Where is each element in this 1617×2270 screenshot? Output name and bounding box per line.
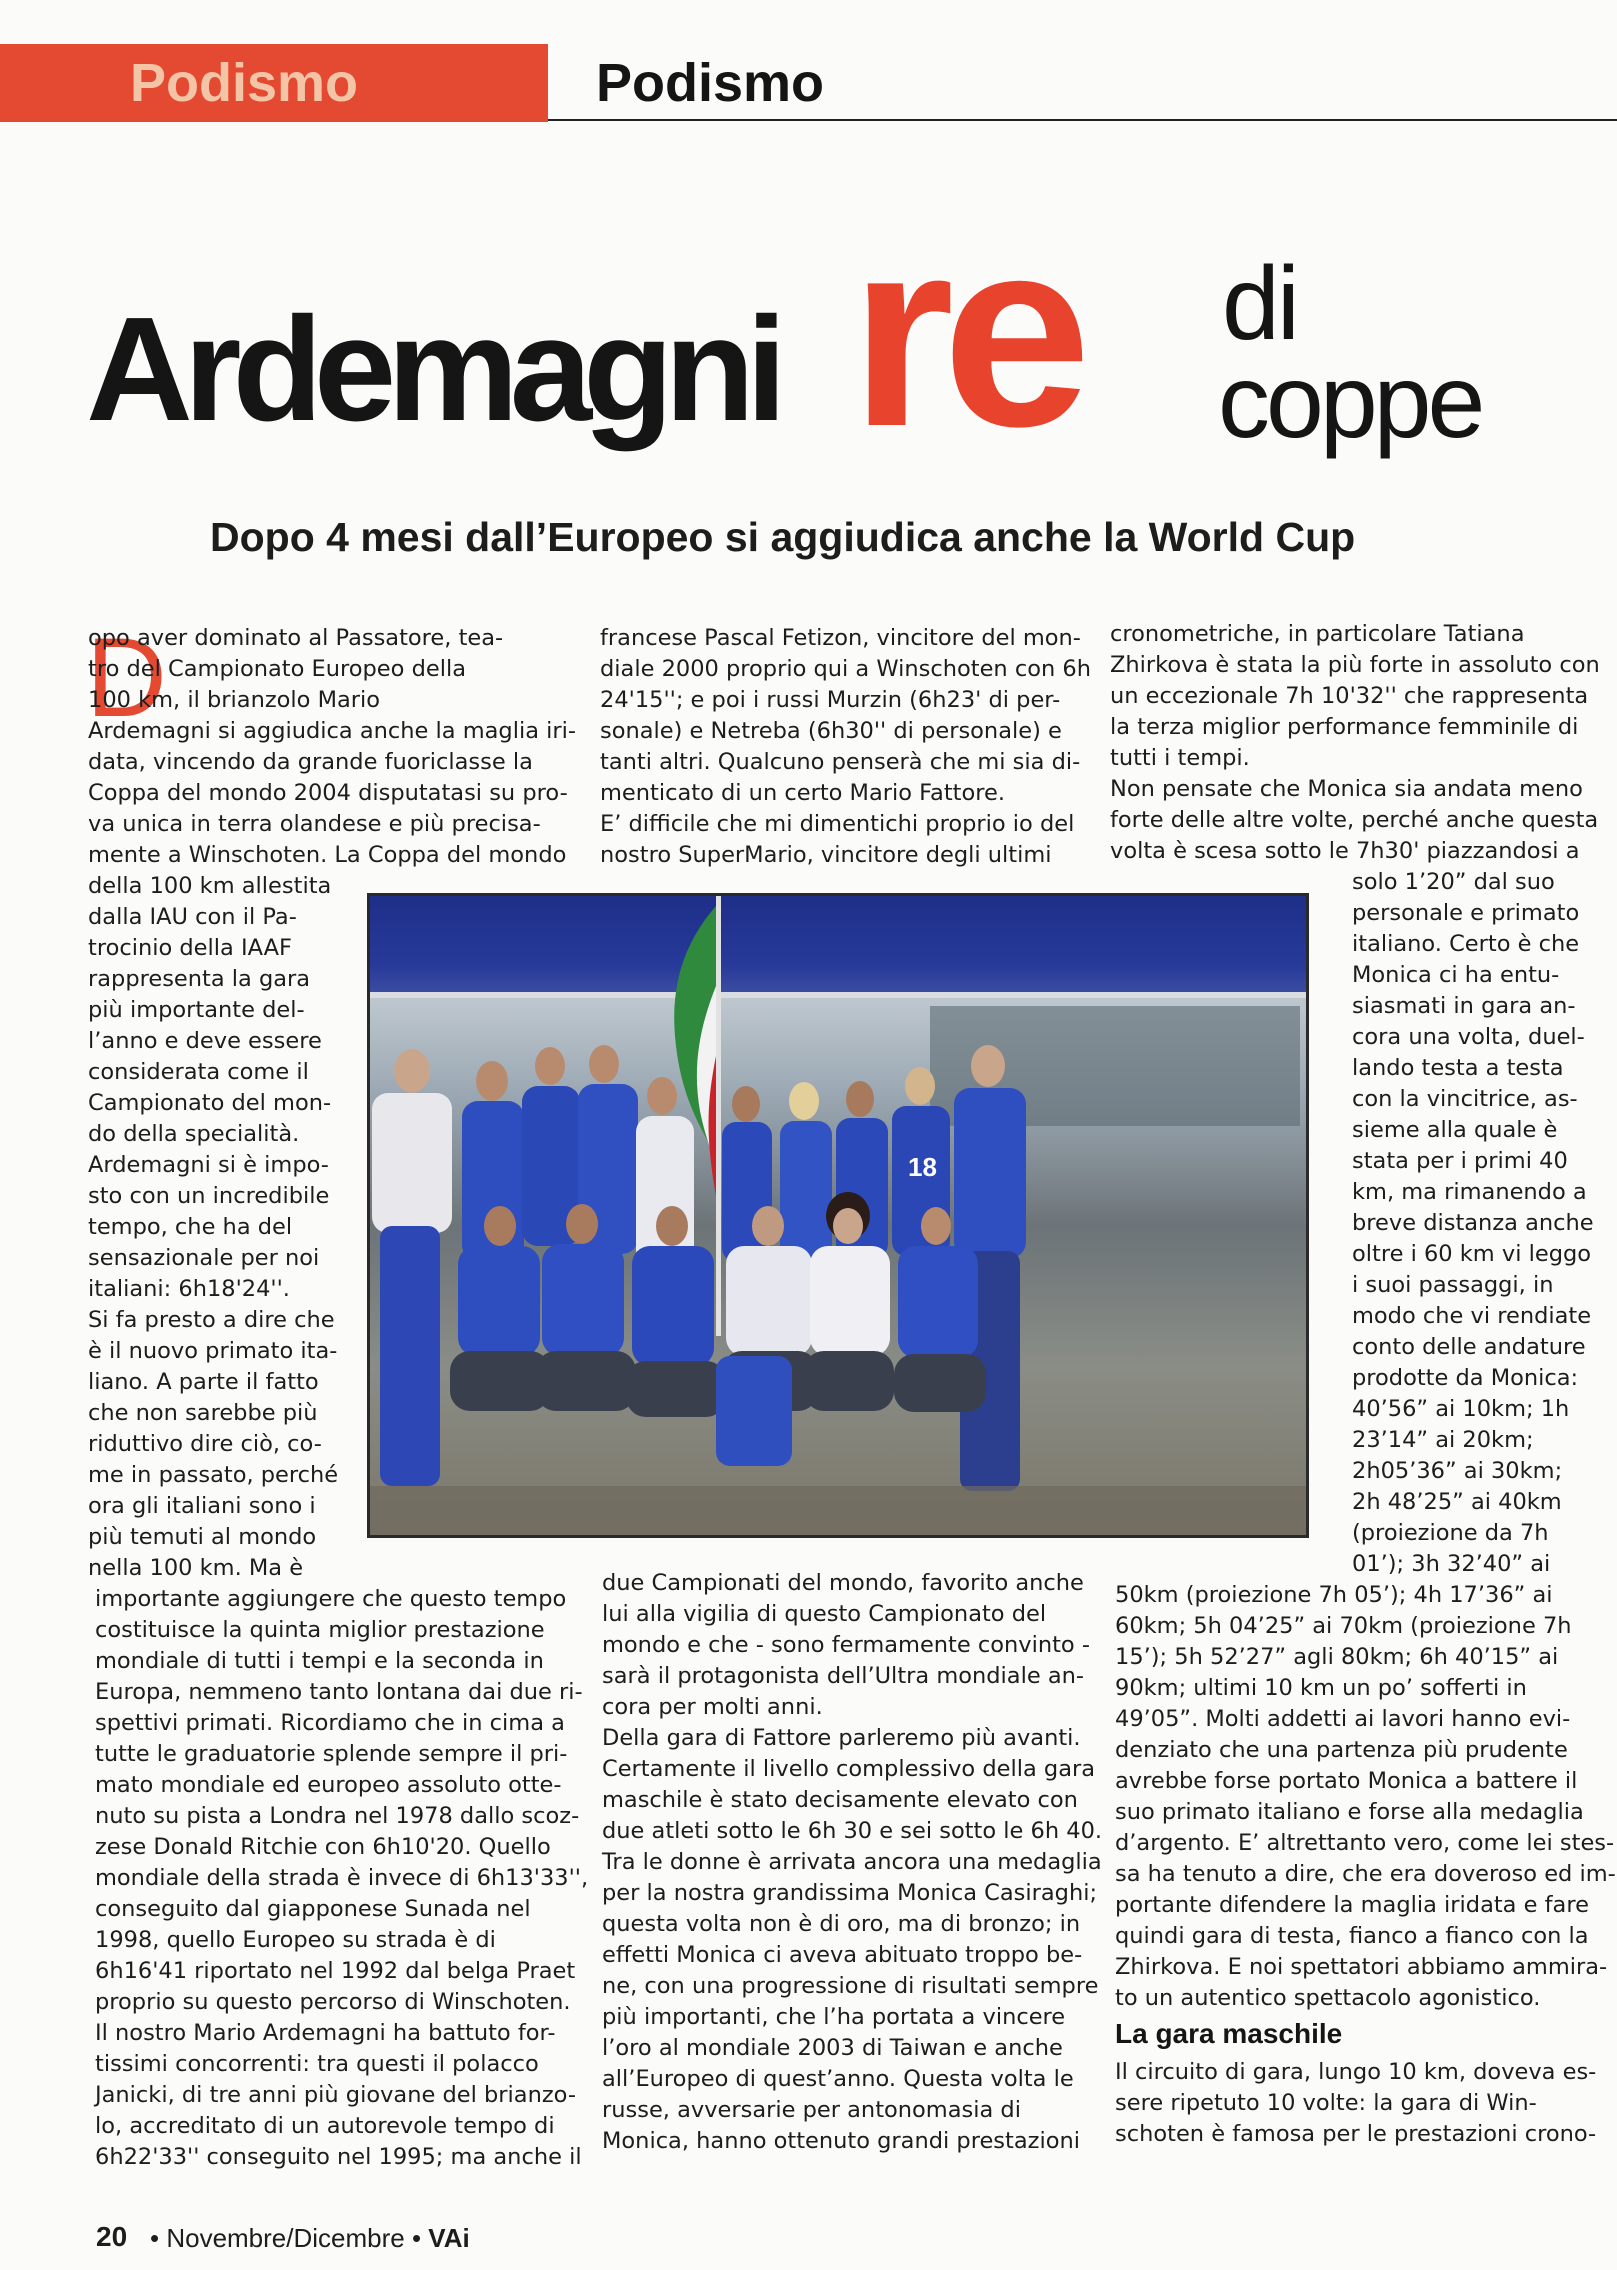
text-line: conseguito dal giapponese Sunada nel — [95, 1896, 531, 1922]
text-line: data, vincendo da grande fuoriclasse la — [88, 749, 533, 775]
text-line: dalla IAU con il Pa- — [88, 904, 297, 930]
text-line: tempo, che ha del — [88, 1214, 293, 1240]
footer-magazine: VAi — [428, 2223, 470, 2253]
text-line: è il nuovo primato ita- — [88, 1338, 338, 1364]
team-photo-illustration — [370, 896, 1306, 1535]
text-line: Ardemagni si è impo- — [88, 1152, 329, 1178]
text-line: diale 2000 proprio qui a Winschoten con 6h — [600, 656, 1091, 682]
col1-text-top — [86, 615, 577, 871]
headline-name: Ardemagni — [86, 287, 779, 452]
ground — [370, 1486, 1306, 1535]
text-line: italiani: 6h18'24''. — [88, 1276, 290, 1302]
col2-text-bottom — [602, 1568, 1103, 2157]
text-line: più temuti al mondo — [88, 1524, 317, 1550]
text-line: sa ha tenuto a dire, che era doveroso ed im- — [1115, 1861, 1616, 1887]
text-line: siasmati in gara an- — [1352, 993, 1576, 1019]
section-label: Podismo — [596, 53, 825, 113]
text-line: nostro SuperMario, vincitore degli ultimi — [600, 842, 1052, 868]
text-line: avrebbe forse portato Monica a battere il — [1115, 1768, 1578, 1794]
drop-cap: D — [86, 615, 167, 740]
text-line: Zhirkova è stata la più forte in assoluto con — [1110, 652, 1600, 678]
text-line: schoten è famosa per le prestazioni crono- — [1115, 2121, 1597, 2147]
text-line: ora gli italiani sono i — [88, 1493, 316, 1519]
footer-issue-label: Novembre/Dicembre — [166, 2223, 405, 2253]
text-line: francese Pascal Fetizon, vincitore del mon- — [600, 625, 1081, 651]
text-line: ne, con una progressione di risultati sempre — [602, 1973, 1099, 1999]
text-line: con la vincitrice, as- — [1352, 1086, 1578, 1112]
text-line: breve distanza anche — [1352, 1210, 1594, 1236]
text-line: due Campionati del mondo, favorito anche — [602, 1570, 1084, 1596]
text-line: Zhirkova. E noi spettatori abbiamo ammira- — [1115, 1954, 1608, 1980]
text-line: nuto su pista a Londra nel 1978 dallo scoz- — [95, 1803, 580, 1829]
col3-text-bottom — [1115, 1580, 1616, 2014]
headline-coppe: coppe — [1218, 344, 1482, 460]
text-line: 60km; 5h 04’25” ai 70km (proiezione 7h — [1115, 1613, 1572, 1639]
text-line: va unica in terra olandese e più precisa- — [88, 811, 541, 837]
text-line: 90km; ultimi 10 km un po’ sofferti in — [1115, 1675, 1527, 1701]
text-line: 49’05”. Molti addetti ai lavori hanno evi- — [1115, 1706, 1571, 1732]
text-line: cora una volta, duel- — [1352, 1024, 1585, 1050]
text-line: 01’); 3h 32’40” ai — [1352, 1551, 1551, 1577]
text-line: modo che vi rendiate — [1352, 1303, 1592, 1329]
col1-text-bottom — [95, 1584, 589, 2173]
text-line: quindi gara di testa, fianco a fianco con la — [1115, 1923, 1589, 1949]
text-line: solo 1’20” dal suo — [1352, 869, 1555, 895]
text-line: 24'15''; e poi i russi Murzin (6h23' di per- — [600, 687, 1061, 713]
text-line: Coppa del mondo 2004 disputatasi su pro- — [88, 780, 568, 806]
text-line: l’anno e deve essere — [88, 1028, 322, 1054]
subheading: La gara maschile — [1115, 2018, 1343, 2049]
text-line: mente a Winschoten. La Coppa del mondo — [88, 842, 567, 868]
text-line: Monica ci ha entu- — [1352, 962, 1560, 988]
text-line: 15’); 5h 52’27” agli 80km; 6h 40’15” ai — [1115, 1644, 1559, 1670]
col3-text-narrow — [1352, 867, 1594, 1580]
canopy-edge — [370, 992, 1306, 998]
text-line: cronometriche, in particolare Tatiana — [1110, 621, 1525, 647]
text-line: mondo e che - sono fermamente convinto - — [602, 1632, 1090, 1658]
text-line: importante aggiungere che questo tempo — [95, 1586, 567, 1612]
text-line: km, ma rimanendo a — [1352, 1179, 1587, 1205]
text-line: 40’56” ai 10km; 1h — [1352, 1396, 1570, 1422]
text-line: che non sarebbe più — [88, 1400, 318, 1426]
text-line: cora per molti anni. — [602, 1694, 823, 1720]
text-line: personale e primato — [1352, 900, 1580, 926]
footer-issue: • Novembre/Dicembre • VAi — [150, 2223, 470, 2253]
text-line: sarà il protagonista dell’Ultra mondiale an- — [602, 1663, 1085, 1689]
jersey-number: 18 — [908, 1152, 937, 1182]
text-line: sieme alla quale è — [1352, 1117, 1558, 1143]
headline-di: di — [1222, 246, 1297, 362]
text-line: costituisce la quinta miglior prestazione — [95, 1617, 545, 1643]
page-number: 20 — [96, 2221, 128, 2252]
text-line: Campionato del mon- — [88, 1090, 332, 1116]
text-line: considerata come il — [88, 1059, 309, 1085]
text-line: 6h22'33'' conseguito nel 1995; ma anche il — [95, 2144, 582, 2170]
text-line: 23’14” ai 20km; — [1352, 1427, 1534, 1453]
text-line: 2h05’36” ai 30km; — [1352, 1458, 1563, 1484]
text-line: Europa, nemmeno tanto lontana dai due ri- — [95, 1679, 583, 1705]
text-line: volta è scesa sotto le 7h30' piazzandosi a — [1110, 838, 1580, 864]
text-line: Il nostro Mario Ardemagni ha battuto for- — [95, 2020, 556, 2046]
text-line: opo aver dominato al Passatore, tea- — [88, 625, 504, 651]
text-line: maschile è stato decisamente elevato con — [602, 1787, 1078, 1813]
text-line: un eccezionale 7h 10'32'' che rappresenta — [1110, 683, 1589, 709]
text-line: tutte le graduatorie splende sempre il pri- — [95, 1741, 568, 1767]
text-line: la terza miglior performance femminile di — [1110, 714, 1579, 740]
text-line: Si fa presto a dire che — [88, 1307, 335, 1333]
text-line: lando testa a testa — [1352, 1055, 1564, 1081]
text-line: Monica, hanno ottenuto grandi prestazioni — [602, 2128, 1080, 2154]
text-line: to un autentico spettacolo agonistico. — [1115, 1985, 1541, 2011]
text-line: sto con un incredibile — [88, 1183, 330, 1209]
text-line: tutti i tempi. — [1110, 745, 1250, 771]
text-line: 100 km, il brianzolo Mario — [88, 687, 381, 713]
text-line: denziato che una partenza più prudente — [1115, 1737, 1568, 1763]
text-line: della 100 km allestita — [88, 873, 332, 899]
text-line: mondiale della strada è invece di 6h13'33'', — [95, 1865, 589, 1891]
text-line: i suoi passaggi, in — [1352, 1272, 1554, 1298]
team-photo — [367, 893, 1309, 1538]
text-line: forte delle altre volte, perché anche questa — [1110, 807, 1599, 833]
text-line: due atleti sotto le 6h 30 e sei sotto le 6h 40. — [602, 1818, 1103, 1844]
col2-text-top — [600, 623, 1091, 871]
text-line: do della specialità. — [88, 1121, 300, 1147]
text-line: 50km (proiezione 7h 05’); 4h 17’36” ai — [1115, 1582, 1553, 1608]
text-line: sere ripetuto 10 volte: la gara di Win- — [1115, 2090, 1537, 2116]
text-line: suo primato italiano e forse alla medaglia — [1115, 1799, 1584, 1825]
text-line: liano. A parte il fatto — [88, 1369, 319, 1395]
text-line: E’ difficile che mi dimentichi proprio io del — [600, 811, 1075, 837]
text-line: l’oro al mondiale 2003 di Taiwan e anche — [602, 2035, 1063, 2061]
text-line: Certamente il livello complessivo della gara — [602, 1756, 1096, 1782]
flag-pole — [716, 896, 721, 1336]
header-rule — [548, 119, 1617, 121]
text-line: più importante del- — [88, 997, 305, 1023]
text-line: Tra le donne è arrivata ancora una medaglia — [602, 1849, 1102, 1875]
text-line: spettivi primati. Ricordiamo che in cima a — [95, 1710, 565, 1736]
text-line: sensazionale per noi — [88, 1245, 320, 1271]
text-line: all’Europeo di quest’anno. Questa volta le — [602, 2066, 1074, 2092]
text-line: Della gara di Fattore parleremo più avanti. — [602, 1725, 1081, 1751]
text-line: questa volta non è di oro, ma di bronzo; in — [602, 1911, 1081, 1937]
text-line: mondiale di tutti i tempi e la seconda in — [95, 1648, 544, 1674]
text-line: zese Donald Ritchie con 6h10'20. Quello — [95, 1834, 551, 1860]
text-line: d’argento. E’ altrettanto vero, come lei stes- — [1115, 1830, 1615, 1856]
text-line: rappresenta la gara — [88, 966, 311, 992]
text-line: menticato di un certo Mario Fattore. — [600, 780, 1005, 806]
text-line: prodotte da Monica: — [1352, 1365, 1579, 1391]
text-line: tro del Campionato Europeo della — [88, 656, 466, 682]
text-line: portante difendere la maglia iridata e fare — [1115, 1892, 1589, 1918]
text-line: trocinio della IAAF — [88, 935, 292, 961]
text-line: me in passato, perché — [88, 1462, 339, 1488]
text-line: nella 100 km. Ma è — [88, 1555, 304, 1581]
text-line: mato mondiale ed europeo assoluto otte- — [95, 1772, 562, 1798]
col3-text-top — [1110, 619, 1600, 867]
text-line: proprio su questo percorso di Winschoten. — [95, 1989, 571, 2015]
text-line: più importanti, che l’ha portata a vincere — [602, 2004, 1066, 2030]
text-line: italiano. Certo è che — [1352, 931, 1580, 957]
col3-text-end — [1115, 2057, 1597, 2150]
subtitle: Dopo 4 mesi dall’Europeo si aggiudica anche la World Cup — [210, 514, 1356, 560]
text-line: oltre i 60 km vi leggo — [1352, 1241, 1592, 1267]
text-line: Ardemagni si aggiudica anche la maglia iri- — [88, 718, 577, 744]
text-line: (proiezione da 7h — [1352, 1520, 1549, 1546]
text-line: lo, accreditato di un autorevole tempo di — [95, 2113, 555, 2139]
headline-re: re — [850, 182, 1080, 482]
text-line: tanti altri. Qualcuno penserà che mi sia di- — [600, 749, 1081, 775]
text-line: 2h 48’25” ai 40km — [1352, 1489, 1562, 1515]
text-line: 1998, quello Europeo su strada è di — [95, 1927, 496, 1953]
section-label-highlight: Podismo — [130, 53, 359, 113]
text-line: conto delle andature — [1352, 1334, 1586, 1360]
text-line: stata per i primi 40 — [1352, 1148, 1568, 1174]
text-line: Il circuito di gara, lungo 10 km, doveva es- — [1115, 2059, 1597, 2085]
text-line: 6h16'41 riportato nel 1992 dal belga Praet — [95, 1958, 576, 1984]
text-line: Janicki, di tre anni più giovane del brianzo- — [95, 2082, 576, 2108]
text-line: russe, avversarie per antonomasia di — [602, 2097, 1021, 2123]
text-line: lui alla vigilia di questo Campionato del — [602, 1601, 1047, 1627]
text-line: tissimi concorrenti: tra questi il polacco — [95, 2051, 539, 2077]
text-line: effetti Monica ci aveva abituato troppo be- — [602, 1942, 1083, 1968]
text-line: riduttivo dire ciò, co- — [88, 1431, 322, 1457]
text-line: per la nostra grandissima Monica Casiraghi; — [602, 1880, 1098, 1906]
col1-text-narrow — [88, 871, 339, 1584]
text-line: sonale) e Netreba (6h30'' di personale) e — [600, 718, 1062, 744]
text-line: Non pensate che Monica sia andata meno — [1110, 776, 1583, 802]
